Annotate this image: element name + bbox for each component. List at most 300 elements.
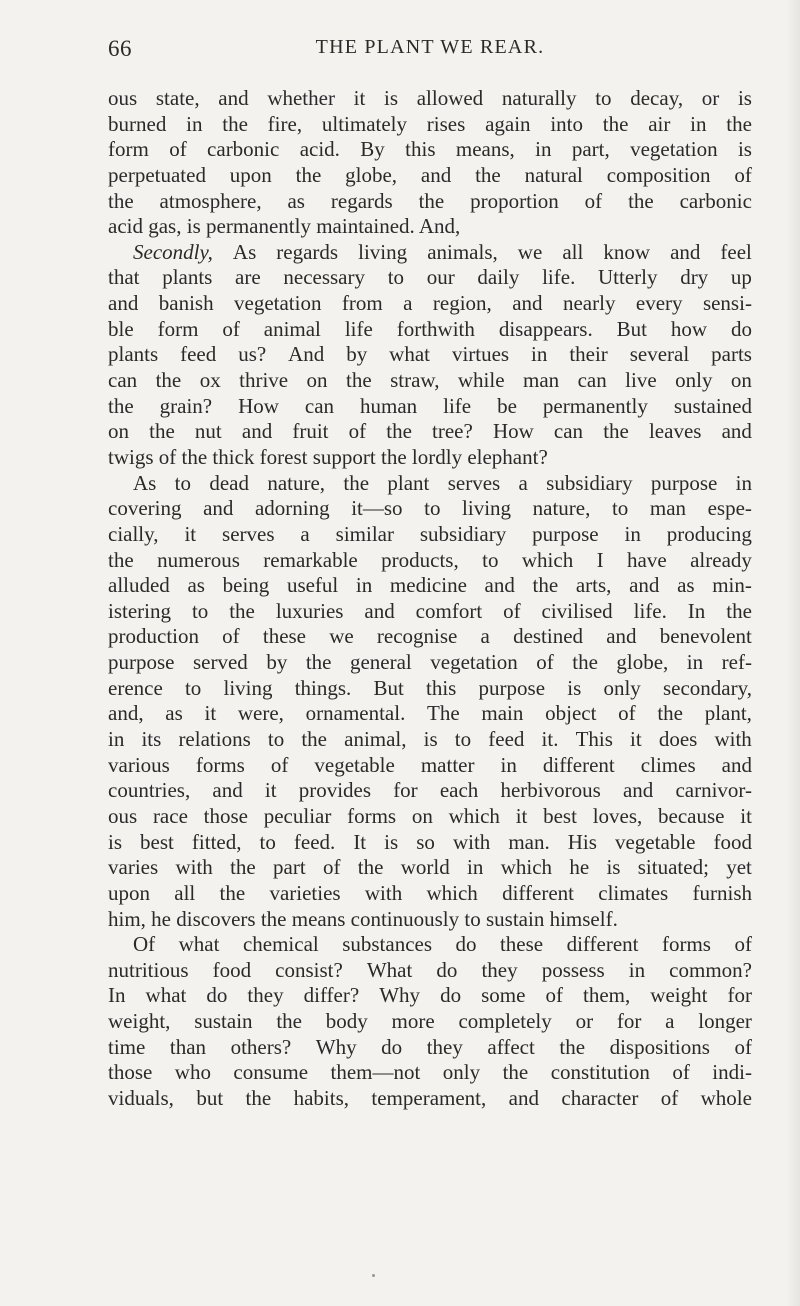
word: forest bbox=[259, 444, 308, 469]
text-line bbox=[108, 907, 752, 933]
word: he bbox=[151, 906, 171, 931]
word: As bbox=[133, 470, 157, 495]
word: forms bbox=[661, 932, 711, 957]
word: living bbox=[462, 496, 512, 521]
word: of bbox=[584, 188, 603, 213]
word: In bbox=[687, 598, 706, 623]
word: of bbox=[158, 444, 177, 469]
word: How bbox=[492, 419, 534, 444]
word: do bbox=[381, 1034, 403, 1059]
word: medicine bbox=[389, 573, 467, 598]
word: temperament, bbox=[371, 1085, 487, 1110]
word: yet bbox=[726, 855, 752, 880]
word: vegetable bbox=[614, 829, 696, 854]
text-line bbox=[108, 419, 752, 445]
word: things. bbox=[294, 675, 352, 700]
word: life. bbox=[633, 598, 667, 623]
word: world bbox=[400, 855, 450, 880]
text-line bbox=[108, 214, 752, 240]
word: the bbox=[181, 444, 208, 469]
word: to bbox=[424, 496, 441, 521]
word: that bbox=[108, 265, 140, 290]
word: different bbox=[566, 932, 639, 957]
word: who bbox=[174, 1060, 211, 1085]
word: peculiar bbox=[263, 803, 332, 828]
word: these bbox=[499, 932, 544, 957]
word: man bbox=[522, 368, 560, 393]
word: can bbox=[304, 393, 335, 418]
text-line bbox=[108, 701, 752, 727]
text-line bbox=[108, 1086, 752, 1112]
word: the bbox=[657, 701, 683, 726]
word: of bbox=[545, 983, 563, 1008]
word: How bbox=[238, 393, 279, 418]
word: is bbox=[108, 829, 123, 854]
word: What bbox=[366, 957, 413, 982]
word: tree? bbox=[432, 419, 473, 444]
word: and bbox=[629, 573, 660, 598]
word: it. bbox=[541, 727, 559, 752]
word: while bbox=[457, 368, 505, 393]
text-line bbox=[108, 1060, 752, 1086]
word: differ? bbox=[303, 983, 360, 1008]
italic-word: Secondly, bbox=[133, 239, 213, 264]
word: living bbox=[358, 239, 408, 264]
word: nature, bbox=[267, 470, 326, 495]
word: disappears. bbox=[498, 316, 593, 341]
word: and bbox=[241, 419, 273, 444]
word: regards bbox=[276, 239, 339, 264]
text-line bbox=[108, 445, 752, 471]
word: in bbox=[186, 111, 203, 136]
word: of bbox=[618, 701, 636, 726]
word: and bbox=[203, 496, 234, 521]
word: the bbox=[628, 188, 654, 213]
word: atmosphere, bbox=[159, 188, 262, 213]
word: which bbox=[448, 803, 500, 828]
word: by bbox=[346, 342, 368, 367]
text-line bbox=[108, 189, 752, 215]
word: acid. bbox=[299, 137, 340, 162]
word: continuously bbox=[350, 906, 460, 931]
text-line bbox=[108, 548, 752, 574]
word: the bbox=[301, 727, 327, 752]
word: the bbox=[386, 419, 412, 444]
word: man. bbox=[508, 829, 550, 854]
word: ref- bbox=[721, 650, 752, 675]
word: the bbox=[305, 650, 332, 675]
text-line bbox=[108, 291, 752, 317]
word: situated; bbox=[637, 855, 709, 880]
word: only bbox=[442, 1060, 481, 1085]
word: served bbox=[193, 650, 248, 675]
word: the bbox=[343, 470, 370, 495]
word: Of bbox=[133, 932, 156, 957]
word: life bbox=[344, 316, 373, 341]
word: gas, bbox=[148, 214, 182, 239]
word: are bbox=[235, 265, 261, 290]
word: luxuries bbox=[275, 598, 344, 623]
word: and bbox=[420, 162, 452, 187]
word: purpose bbox=[478, 675, 546, 700]
page-edge bbox=[786, 0, 800, 1306]
word: animals, bbox=[427, 239, 498, 264]
word: straw, bbox=[390, 368, 440, 393]
word: do bbox=[206, 983, 228, 1008]
word: the bbox=[345, 368, 372, 393]
word: of bbox=[222, 624, 240, 649]
word: all bbox=[174, 880, 196, 905]
word: nutritious bbox=[108, 957, 189, 982]
word: But bbox=[373, 675, 404, 700]
word: daily bbox=[477, 265, 520, 290]
word: do bbox=[440, 983, 462, 1008]
word: permanently bbox=[206, 214, 311, 239]
word: already bbox=[690, 547, 752, 572]
word: is bbox=[737, 86, 752, 110]
word: to bbox=[611, 496, 629, 521]
word: only bbox=[675, 368, 713, 393]
word: can bbox=[108, 368, 138, 393]
word: all bbox=[562, 239, 584, 264]
text-line bbox=[108, 240, 752, 266]
word: espe- bbox=[707, 496, 752, 521]
word: we bbox=[329, 624, 354, 649]
word: the bbox=[229, 598, 255, 623]
word: plant, bbox=[704, 701, 752, 726]
word: or bbox=[575, 1009, 594, 1034]
word: is bbox=[384, 86, 399, 110]
word: as bbox=[287, 188, 305, 213]
word: nearly bbox=[562, 291, 616, 316]
word: best bbox=[140, 829, 174, 854]
word: to bbox=[387, 265, 405, 290]
word: thrive bbox=[239, 368, 289, 393]
word: recognise bbox=[376, 624, 458, 649]
word: And, bbox=[418, 214, 461, 239]
word: every bbox=[635, 291, 683, 316]
word: serves bbox=[447, 470, 501, 495]
word: him, bbox=[108, 906, 146, 931]
word: us? bbox=[238, 342, 267, 367]
word: what bbox=[145, 983, 187, 1008]
word: in bbox=[108, 727, 125, 752]
text-line bbox=[108, 163, 752, 189]
word: to bbox=[454, 727, 472, 752]
word: of bbox=[503, 598, 521, 623]
word: animal bbox=[263, 316, 321, 341]
word: man bbox=[649, 496, 687, 521]
word: natural bbox=[524, 162, 583, 187]
word: feed. bbox=[293, 829, 336, 854]
word: The bbox=[427, 701, 460, 726]
word: for bbox=[393, 778, 418, 803]
word: vegetable bbox=[314, 752, 395, 777]
word: possess bbox=[541, 957, 605, 982]
text-line bbox=[108, 932, 752, 958]
word: means, bbox=[455, 137, 515, 162]
word: substances bbox=[342, 932, 433, 957]
word: because bbox=[658, 803, 725, 828]
word: rises bbox=[426, 111, 466, 136]
word: plants bbox=[162, 265, 213, 290]
word: covering bbox=[108, 496, 182, 521]
text-line bbox=[108, 881, 752, 907]
word: the bbox=[108, 547, 134, 572]
word: subsidiary bbox=[546, 470, 633, 495]
word: of bbox=[270, 752, 289, 777]
text-line bbox=[108, 778, 752, 804]
word: and bbox=[508, 1085, 539, 1110]
word: relations bbox=[178, 727, 251, 752]
word: cially, bbox=[108, 521, 159, 546]
word: a bbox=[480, 624, 490, 649]
word: it bbox=[204, 701, 217, 726]
word: different bbox=[502, 880, 574, 905]
word: be bbox=[497, 393, 517, 418]
word: feed bbox=[180, 342, 217, 367]
word: Why bbox=[379, 983, 421, 1008]
word: Why bbox=[315, 1034, 357, 1059]
word: for bbox=[616, 1009, 642, 1034]
word: to bbox=[267, 727, 285, 752]
word: by bbox=[266, 650, 288, 675]
word: so bbox=[416, 829, 435, 854]
word: And bbox=[288, 342, 325, 367]
word: ornamental. bbox=[305, 701, 406, 726]
word: the bbox=[559, 1034, 586, 1059]
word: in bbox=[690, 111, 707, 136]
print-speck bbox=[372, 1274, 375, 1277]
word: himself. bbox=[549, 906, 618, 931]
word: nature, bbox=[532, 496, 591, 521]
word: it bbox=[184, 521, 197, 546]
word: human bbox=[360, 393, 418, 418]
word: on bbox=[108, 419, 129, 444]
word: food bbox=[713, 829, 752, 854]
word: it bbox=[630, 727, 642, 752]
word: how bbox=[670, 316, 708, 341]
word: As bbox=[232, 239, 257, 264]
word: carbonic bbox=[679, 188, 752, 213]
word: climes bbox=[640, 752, 696, 777]
word: in bbox=[624, 521, 641, 546]
word: the bbox=[260, 906, 287, 931]
word: upon bbox=[108, 880, 150, 905]
word: the bbox=[475, 162, 501, 187]
word: part, bbox=[571, 137, 610, 162]
word: those bbox=[108, 1060, 153, 1085]
word: vegetation bbox=[430, 650, 518, 675]
word: the bbox=[381, 444, 407, 469]
text-line bbox=[108, 1035, 752, 1061]
word: decay, bbox=[630, 86, 684, 110]
word: composition bbox=[606, 162, 711, 187]
word: to bbox=[482, 547, 499, 572]
word: several bbox=[629, 342, 690, 367]
word: regards bbox=[330, 188, 393, 213]
word: of bbox=[169, 137, 187, 162]
text-line bbox=[108, 650, 752, 676]
word: leaves bbox=[648, 419, 702, 444]
word: others? bbox=[230, 1034, 292, 1059]
word: furnish bbox=[692, 880, 752, 905]
word: loves, bbox=[592, 803, 643, 828]
word: which bbox=[426, 880, 478, 905]
word: the bbox=[532, 573, 559, 598]
word: the bbox=[602, 111, 629, 136]
word: in bbox=[628, 957, 646, 982]
word: the bbox=[295, 162, 322, 187]
word: allowed bbox=[416, 86, 484, 110]
word: and, bbox=[108, 701, 144, 726]
word: longer bbox=[698, 1009, 752, 1034]
word: of bbox=[660, 1085, 679, 1110]
text-line bbox=[108, 573, 752, 599]
word: purpose bbox=[532, 521, 599, 546]
word: vegetation bbox=[630, 137, 718, 162]
text-line bbox=[108, 112, 752, 138]
word: habits, bbox=[293, 1085, 350, 1110]
word: this bbox=[405, 137, 436, 162]
word: By bbox=[360, 137, 385, 162]
word: a bbox=[403, 291, 413, 316]
word: the bbox=[276, 1009, 302, 1034]
word: similar bbox=[335, 521, 394, 546]
text-line bbox=[108, 727, 752, 753]
word: different bbox=[542, 752, 615, 777]
word: ble bbox=[108, 316, 134, 341]
text-line bbox=[108, 753, 752, 779]
word: is bbox=[384, 829, 399, 854]
word: erence bbox=[108, 675, 163, 700]
word: is bbox=[737, 137, 752, 162]
word: with bbox=[714, 727, 752, 752]
word: live bbox=[625, 368, 657, 393]
word: part bbox=[273, 855, 306, 880]
text-line bbox=[108, 394, 752, 420]
word: as bbox=[677, 573, 695, 598]
word: each bbox=[439, 778, 479, 803]
word: with bbox=[364, 880, 403, 905]
word: life. bbox=[542, 265, 576, 290]
text-line bbox=[108, 368, 752, 394]
word: climates bbox=[598, 880, 669, 905]
word: as bbox=[187, 573, 205, 598]
word: up bbox=[730, 265, 752, 290]
word: various bbox=[108, 752, 170, 777]
word: general bbox=[349, 650, 412, 675]
text-line bbox=[108, 317, 752, 343]
word: a bbox=[300, 521, 310, 546]
word: form bbox=[108, 137, 149, 162]
text-line bbox=[108, 137, 752, 163]
word: the bbox=[219, 880, 246, 905]
word: purpose bbox=[108, 650, 175, 675]
word: acid bbox=[108, 214, 143, 239]
word: sustained bbox=[673, 393, 752, 418]
word: than bbox=[169, 1034, 207, 1059]
word: the bbox=[726, 598, 752, 623]
word: varies bbox=[108, 855, 159, 880]
word: again bbox=[485, 111, 531, 136]
text-line bbox=[108, 522, 752, 548]
word: discovers bbox=[176, 906, 256, 931]
word: in bbox=[535, 137, 552, 162]
word: character bbox=[561, 1085, 639, 1110]
word: on bbox=[306, 368, 328, 393]
word: forms bbox=[195, 752, 245, 777]
word: to bbox=[464, 906, 481, 931]
word: to bbox=[595, 86, 612, 110]
word: were, bbox=[237, 701, 284, 726]
word: the bbox=[502, 1060, 529, 1085]
word: globe, bbox=[616, 650, 669, 675]
word: or bbox=[701, 86, 720, 110]
word: air bbox=[648, 111, 671, 136]
word: the bbox=[418, 188, 445, 213]
word: completely bbox=[458, 1009, 552, 1034]
word: min- bbox=[712, 573, 752, 598]
word: for bbox=[727, 983, 752, 1008]
word: ultimately bbox=[321, 111, 408, 136]
word: the bbox=[726, 111, 752, 136]
word: civilised bbox=[541, 598, 613, 623]
text-line bbox=[108, 958, 752, 984]
word: carbonic bbox=[207, 137, 280, 162]
word: varieties bbox=[269, 880, 341, 905]
word: maintained. bbox=[316, 214, 415, 239]
word: globe, bbox=[345, 162, 398, 187]
word: and bbox=[512, 291, 543, 316]
word: feed bbox=[488, 727, 525, 752]
word: animal, bbox=[344, 727, 407, 752]
word: means bbox=[291, 906, 346, 931]
word: nut bbox=[194, 419, 222, 444]
body-text bbox=[108, 86, 752, 1112]
word: to bbox=[259, 829, 276, 854]
word: in bbox=[467, 855, 484, 880]
word: to bbox=[184, 675, 202, 700]
word: do bbox=[436, 957, 458, 982]
text-line bbox=[108, 676, 752, 702]
word: but bbox=[196, 1085, 224, 1110]
word: with bbox=[452, 829, 491, 854]
word: form bbox=[157, 316, 199, 341]
word: only bbox=[603, 675, 641, 700]
word: naturally bbox=[501, 86, 577, 110]
word: it bbox=[264, 778, 277, 803]
word: main bbox=[481, 701, 524, 726]
word: is bbox=[567, 675, 582, 700]
word: does bbox=[658, 727, 698, 752]
word: carnivor- bbox=[675, 778, 752, 803]
word: them, bbox=[583, 983, 631, 1008]
word: sensi- bbox=[702, 291, 752, 316]
page-number: 66 bbox=[108, 36, 132, 61]
word: in bbox=[355, 573, 373, 598]
word: and bbox=[212, 778, 243, 803]
word: twigs bbox=[108, 444, 154, 469]
word: the bbox=[245, 1085, 272, 1110]
text-line bbox=[108, 1009, 752, 1035]
word: a bbox=[518, 470, 528, 495]
word: producing bbox=[666, 521, 752, 546]
word: feel bbox=[720, 239, 752, 264]
word: their bbox=[569, 342, 608, 367]
word: of bbox=[536, 650, 554, 675]
word: object bbox=[545, 701, 597, 726]
